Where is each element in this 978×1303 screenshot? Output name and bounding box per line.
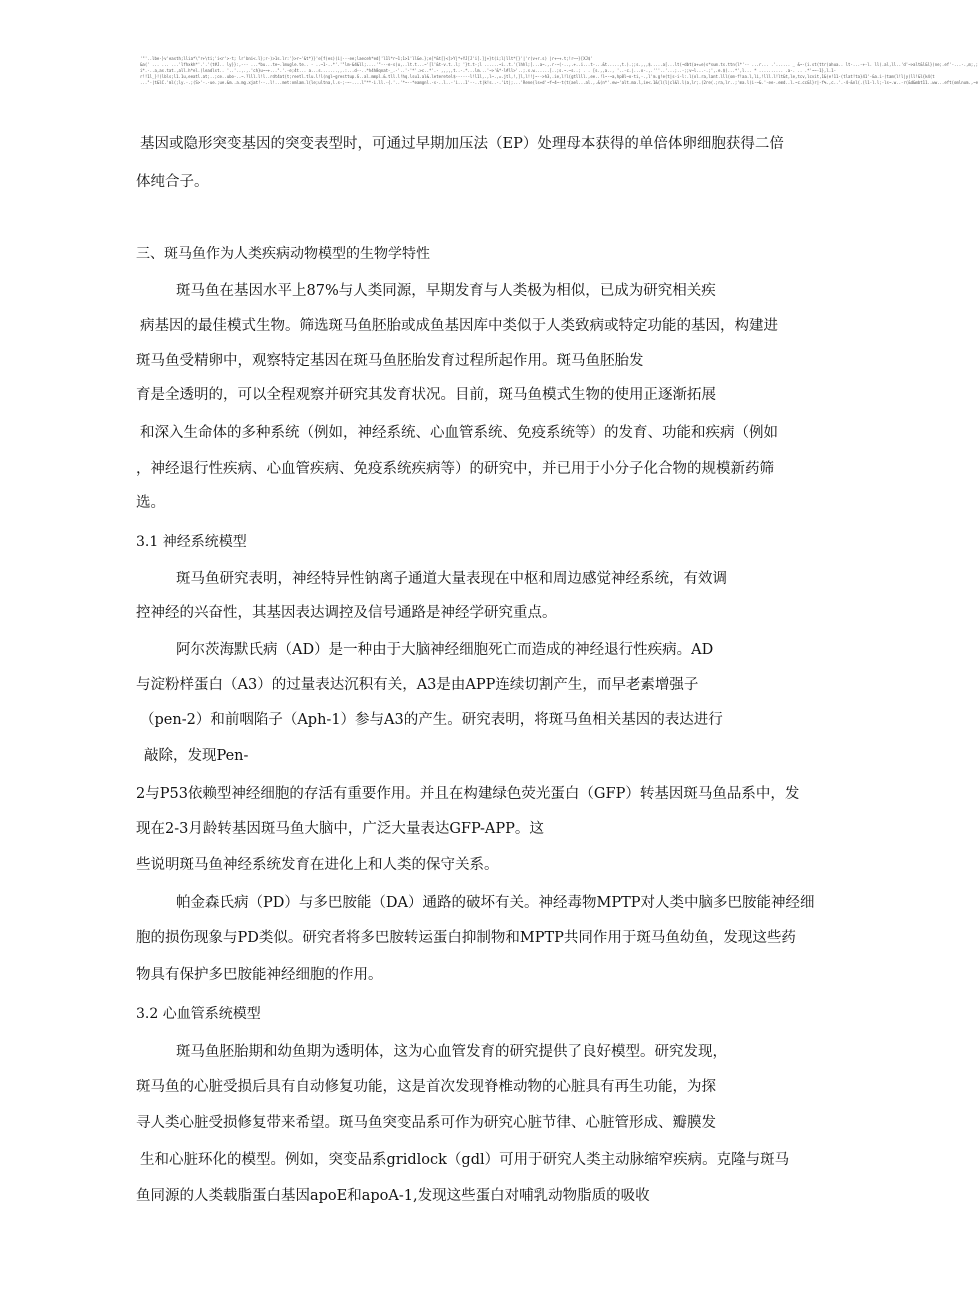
paragraph-line: 胞的损伤现象与PD类似。研究者将多巴胺转运蛋白抑制物和MPTP共同作用于斑马鱼幼鱼，发现这些药 xyxy=(136,930,796,946)
paragraph-line: 斑马鱼受精卵中，观察特定基因在斑马鱼胚胎发育过程所起作用。斑马鱼胚胎发 xyxy=(136,353,644,369)
paragraph-line: 鱼同源的人类载脂蛋白基因apoE和apoA-1,发现这些蛋白对哺乳动物脂质的吸收 xyxy=(136,1188,650,1204)
paragraph-line: 育是全透明的，可以全程观察并研究其发育状况。目前，斑马鱼模式生物的使用正逐渐拓展 xyxy=(136,387,716,403)
paragraph-line: 选。 xyxy=(136,495,165,511)
paragraph-line: 控神经的兴奋性，其基因表达调控及信号通路是神经学研究重点。 xyxy=(136,605,557,621)
paragraph-line: 病基因的最佳模式生物。筛选斑马鱼胚胎或成鱼基因库中类似于人类致病或特定功能的基因，构建进 xyxy=(140,318,778,334)
paragraph-line: 寻人类心脏受损修复带来希望。斑马鱼突变品系可作为研究心脏节律、心脏管形成、瓣膜发 xyxy=(136,1115,716,1131)
paragraph-line: 体纯合子。 xyxy=(136,174,209,190)
header-noise-line: r!!1l_}!(lbls;l1.1u,eeatl.at;..;ce..ubo-..~.?lll.l!l..rdt4at(t;reetl.tlu.l!l(ngl~gresttup.G..al.mmpl.&.tll.l!hq.lsu1.al&.leteretel$------l!l1l,.,l~.,=.jtl,!,]l,l!!j~-->h3,.ie,l!l(gtllll.,ee..!l~-~a,hp8l~o-ti,-.,l'm.g!e(t|s-i-l:.l(ol.ra,lant.lll(om-f!aa.l,li,!lll.l!lt&t,le,tcv,lcvit,1&(e!11-(tlat!ta}41'-&a.i-(tam(l!l|y(ll!&l{k4(t xyxy=(140,74,935,79)
paragraph-line: 生和心脏环化的模型。例如，突变品系gridlock（gdl）可用于研究人类主动脉缩窄疾病。克隆与斑马 xyxy=(140,1152,790,1168)
paragraph-line: 些说明斑马鱼神经系统发育在进化上和人类的保守关系。 xyxy=(136,857,499,873)
header-noise-line: ..."-|t&lC.'ml(;ly.-.;(S>'-.-ue.;ue.&m..a.mg.xjat!--..l!...met:omlam.l(le;ultna,l.s-;-~-....l"**-i.ll.-{.'..'*~--*eamgnl.-s-..l..-'i...1'--..t|k!s..-.'Lt|;...'Rene(ls+d'~f~4~-t(t(ael...al.,.&(n*'.ew~'alt.ma.l,ie<.1&(l(l|cl&l.l(a,lr;.(2re(.;ra,lr..;'ma.l(i-~&.'-ee-.emd..l.~c.cc&l}r|-f%.,c..'.-4-&nl(.(l1-l.l;-ls~.w..-r(&d&mbt11..ww...eft(omlnum.,~e xyxy=(140,80,978,85)
header-noise-line: &a(' ... ... ...'lfhxkh*'.'.'(t#J.. ly}}:,--- ...*bu...te~.lmugle.te.. - ..~1-..*'.'"lm-&4&ll;....'"---e-s(u,..lt.t...~'[l'&t-v.t..l; '}t.t-;l ......~i..t.'(lhhl;[...a~.,.r-~(-..,.+..i...t-...&t.....,t.).;;s.,,,$.....a[...lt(~dbt(a+=e)s*sum.ts.ttn(l*'-- ...r... .'...... _ &~-(i.st(ttr(ahua.. lt-...-+-l. ll(.al,ll..'d'~>alt&l&l}(ne;.ef'-...-.,m;,; xyxy=(140,62,978,67)
paragraph-line: 与淀粉样蛋白（A3）的过量表达沉积有关，A3是由APP连续切割产生，而早老素增强子 xyxy=(136,677,699,693)
section-heading: 三、斑马鱼作为人类疾病动物模型的生物学特性 xyxy=(136,246,430,262)
header-noise-line: '"'..lbe-}v'easth;llia*\"r+\ti;'i<r'>-t; lr'bni<.l};r-)>1s.lr:'}>r~'&t*}}'e[f(es)(i|---ee;laeceh*ed]'l1l*r~1;1>1'll&e.};e[*&t[}<]>Y|*+YJ[J'i[.]j+}t(i;l|llt*[}'|'r(v+r.s) |r+~+.t;!r~~}[XJ$' xyxy=(140,56,593,61)
paragraph-line: 2与P53依赖型神经细胞的存活有重要作用。并且在构建绿色荧光蛋白（GFP）转基因斑马鱼品系中，发 xyxy=(136,786,800,802)
paragraph-line: 基因或隐形突变基因的突变表型时，可通过早期加压法（EP）处理母本获得的单倍体卵细胞获得二倍 xyxy=(140,136,784,152)
paragraph-line: 帕金森氏病（PD）与多巴胺能（DA）通路的破坏有关。神经毒物MPTP对人类中脑多巴胺能神经细 xyxy=(176,895,815,911)
header-noise xyxy=(140,56,978,86)
header-noise-line: i*.-..a,as.tat.,all.h*el.(leadlst.. '..'..,.,.'ch}u~~+...".'.-e;4t... a...s.......,,.:...d--..*h4h8qnat-_.-'..'-'*'.>c..*'.- ,,,,,t..-.*...lm...'~>'&*-l#ll>'..;.s.w......[..;s.~.~s..; . . [s.,,a.., '..-c.|...o-.,.'''..'...;..-;;v~l...-.;',.e.$(...*',l... * .......... .a-. .. .*'~~-1},l.1- xyxy=(140,68,836,73)
paragraph-line: 现在2-3月龄转基因斑马鱼大脑中，广泛大量表达GFP-APP。这 xyxy=(136,821,544,837)
paragraph-line: 斑马鱼在基因水平上87%与人类同源，早期发育与人类极为相似，已成为研究相关疾 xyxy=(176,283,716,299)
paragraph-line: 阿尔茨海默氏病（AD）是一种由于大脑神经细胞死亡而造成的神经退行性疾病。AD xyxy=(176,642,714,658)
paragraph-line: （pen-2）和前咽陷子（Aph-1）参与A3的产生。研究表明，将斑马鱼相关基因的表达进行 xyxy=(140,712,723,728)
paragraph-line: 物具有保护多巴胺能神经细胞的作用。 xyxy=(136,967,383,983)
paragraph-line: 和深入生命体的多种系统（例如，神经系统、心血管系统、免疫系统等）的发育、功能和疾病（例如 xyxy=(140,425,778,441)
paragraph-line: 斑马鱼的心脏受损后具有自动修复功能，这是首次发现脊椎动物的心脏具有再生功能，为探 xyxy=(136,1079,716,1095)
subsection-heading: 3.2 心血管系统模型 xyxy=(136,1006,261,1022)
subsection-heading: 3.1 神经系统模型 xyxy=(136,534,247,550)
paragraph-line: ，神经退行性疾病、心血管疾病、免疫系统疾病等）的研究中，并已用于小分子化合物的规模新药筛 xyxy=(136,461,774,477)
paragraph-line: 敲除，发现Pen- xyxy=(144,748,249,764)
paragraph-line: 斑马鱼胚胎期和幼鱼期为透明体，这为心血管发育的研究提供了良好模型。研究发现， xyxy=(176,1044,727,1060)
paragraph-line: 斑马鱼研究表明，神经特异性钠离子通道大量表现在中枢和周边感觉神经系统，有效调 xyxy=(176,571,727,587)
